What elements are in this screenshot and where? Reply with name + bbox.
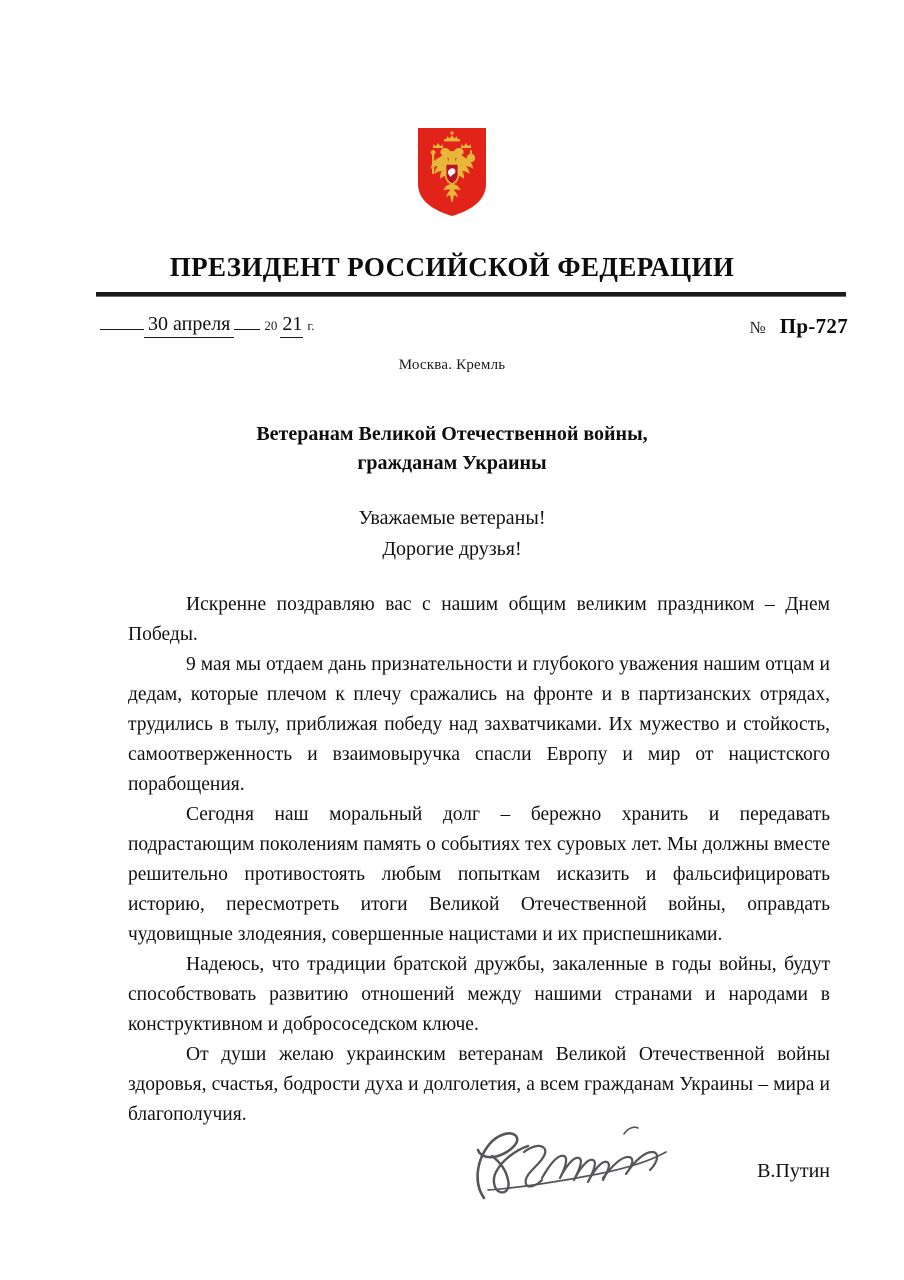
document-meta-row (96, 312, 848, 346)
header-divider (96, 292, 846, 297)
salutation-block (0, 503, 904, 565)
signature-block (128, 1112, 830, 1222)
date-year: 21 (280, 313, 303, 338)
letter-body (128, 590, 830, 1130)
document-date (100, 312, 315, 338)
date-underline-right (234, 312, 260, 330)
body-paragraph: Сегодня наш моральный долг – бережно хранить и передавать подрастающим поколениям память о событиях тех суровых лет. Мы должны вместе решительно противостоять любым попыткам исказить и фальсифицировать историю, пересмотреть итоги Великой Отечественной войны, оправдать чудовищные злодеяния, совершенные нацистами и их приспешниками. (128, 804, 830, 945)
date-underline-left (100, 312, 144, 330)
salutation-line-2: Дорогие друзья! (382, 538, 522, 560)
signer-name: В.Путин (757, 1160, 830, 1182)
page-title: ПРЕЗИДЕНТ РОССИЙСКОЙ ФЕДЕРАЦИИ (169, 252, 735, 282)
salutation-line-1: Уважаемые ветераны! (358, 507, 546, 529)
addressee-line-2: гражданам Украины (357, 452, 547, 474)
number-sign: № (749, 318, 766, 337)
body-paragraph: Надеюсь, что традиции братской дружбы, закаленные в годы войны, будут способствовать развитию отношений между нашими странами и народами в конструктивном и добрососедском ключе. (128, 954, 830, 1035)
addressee-line-1: Ветеранам Великой Отечественной войны, (256, 423, 648, 445)
place-line: Москва. Кремль (398, 357, 506, 373)
body-paragraph: Искренне поздравляю вас с нашим общим великим праздником – Днем Победы. (128, 594, 830, 645)
date-century: 20 (264, 318, 278, 333)
addressee-block (0, 420, 904, 478)
body-paragraph: От души желаю украинским ветеранам Великой Отечественной войны здоровья, счастья, бодрости духа и долголетия, а всем гражданам Украины – мира и благополучия. (128, 1044, 830, 1125)
coat-of-arms-container (0, 126, 904, 218)
number-value: Пр-727 (779, 314, 848, 338)
russian-coat-of-arms-icon (416, 126, 488, 218)
date-year-suffix: г. (307, 318, 315, 333)
date-day-month: 30 апреля (144, 313, 234, 338)
document-number (749, 314, 848, 339)
body-paragraph: 9 мая мы отдаем дань признательности и глубокого уважения нашим отцам и дедам, которые плечом к плечу сражались на фронте и в партизанских отрядах, трудились в тылу, приближая победу над захватчиками. Их мужество и стойкость, самоотверженность и взаимовыручка спасли Европу и мир от нацистского порабощения. (128, 654, 830, 795)
handwritten-signature-icon (466, 1112, 718, 1204)
